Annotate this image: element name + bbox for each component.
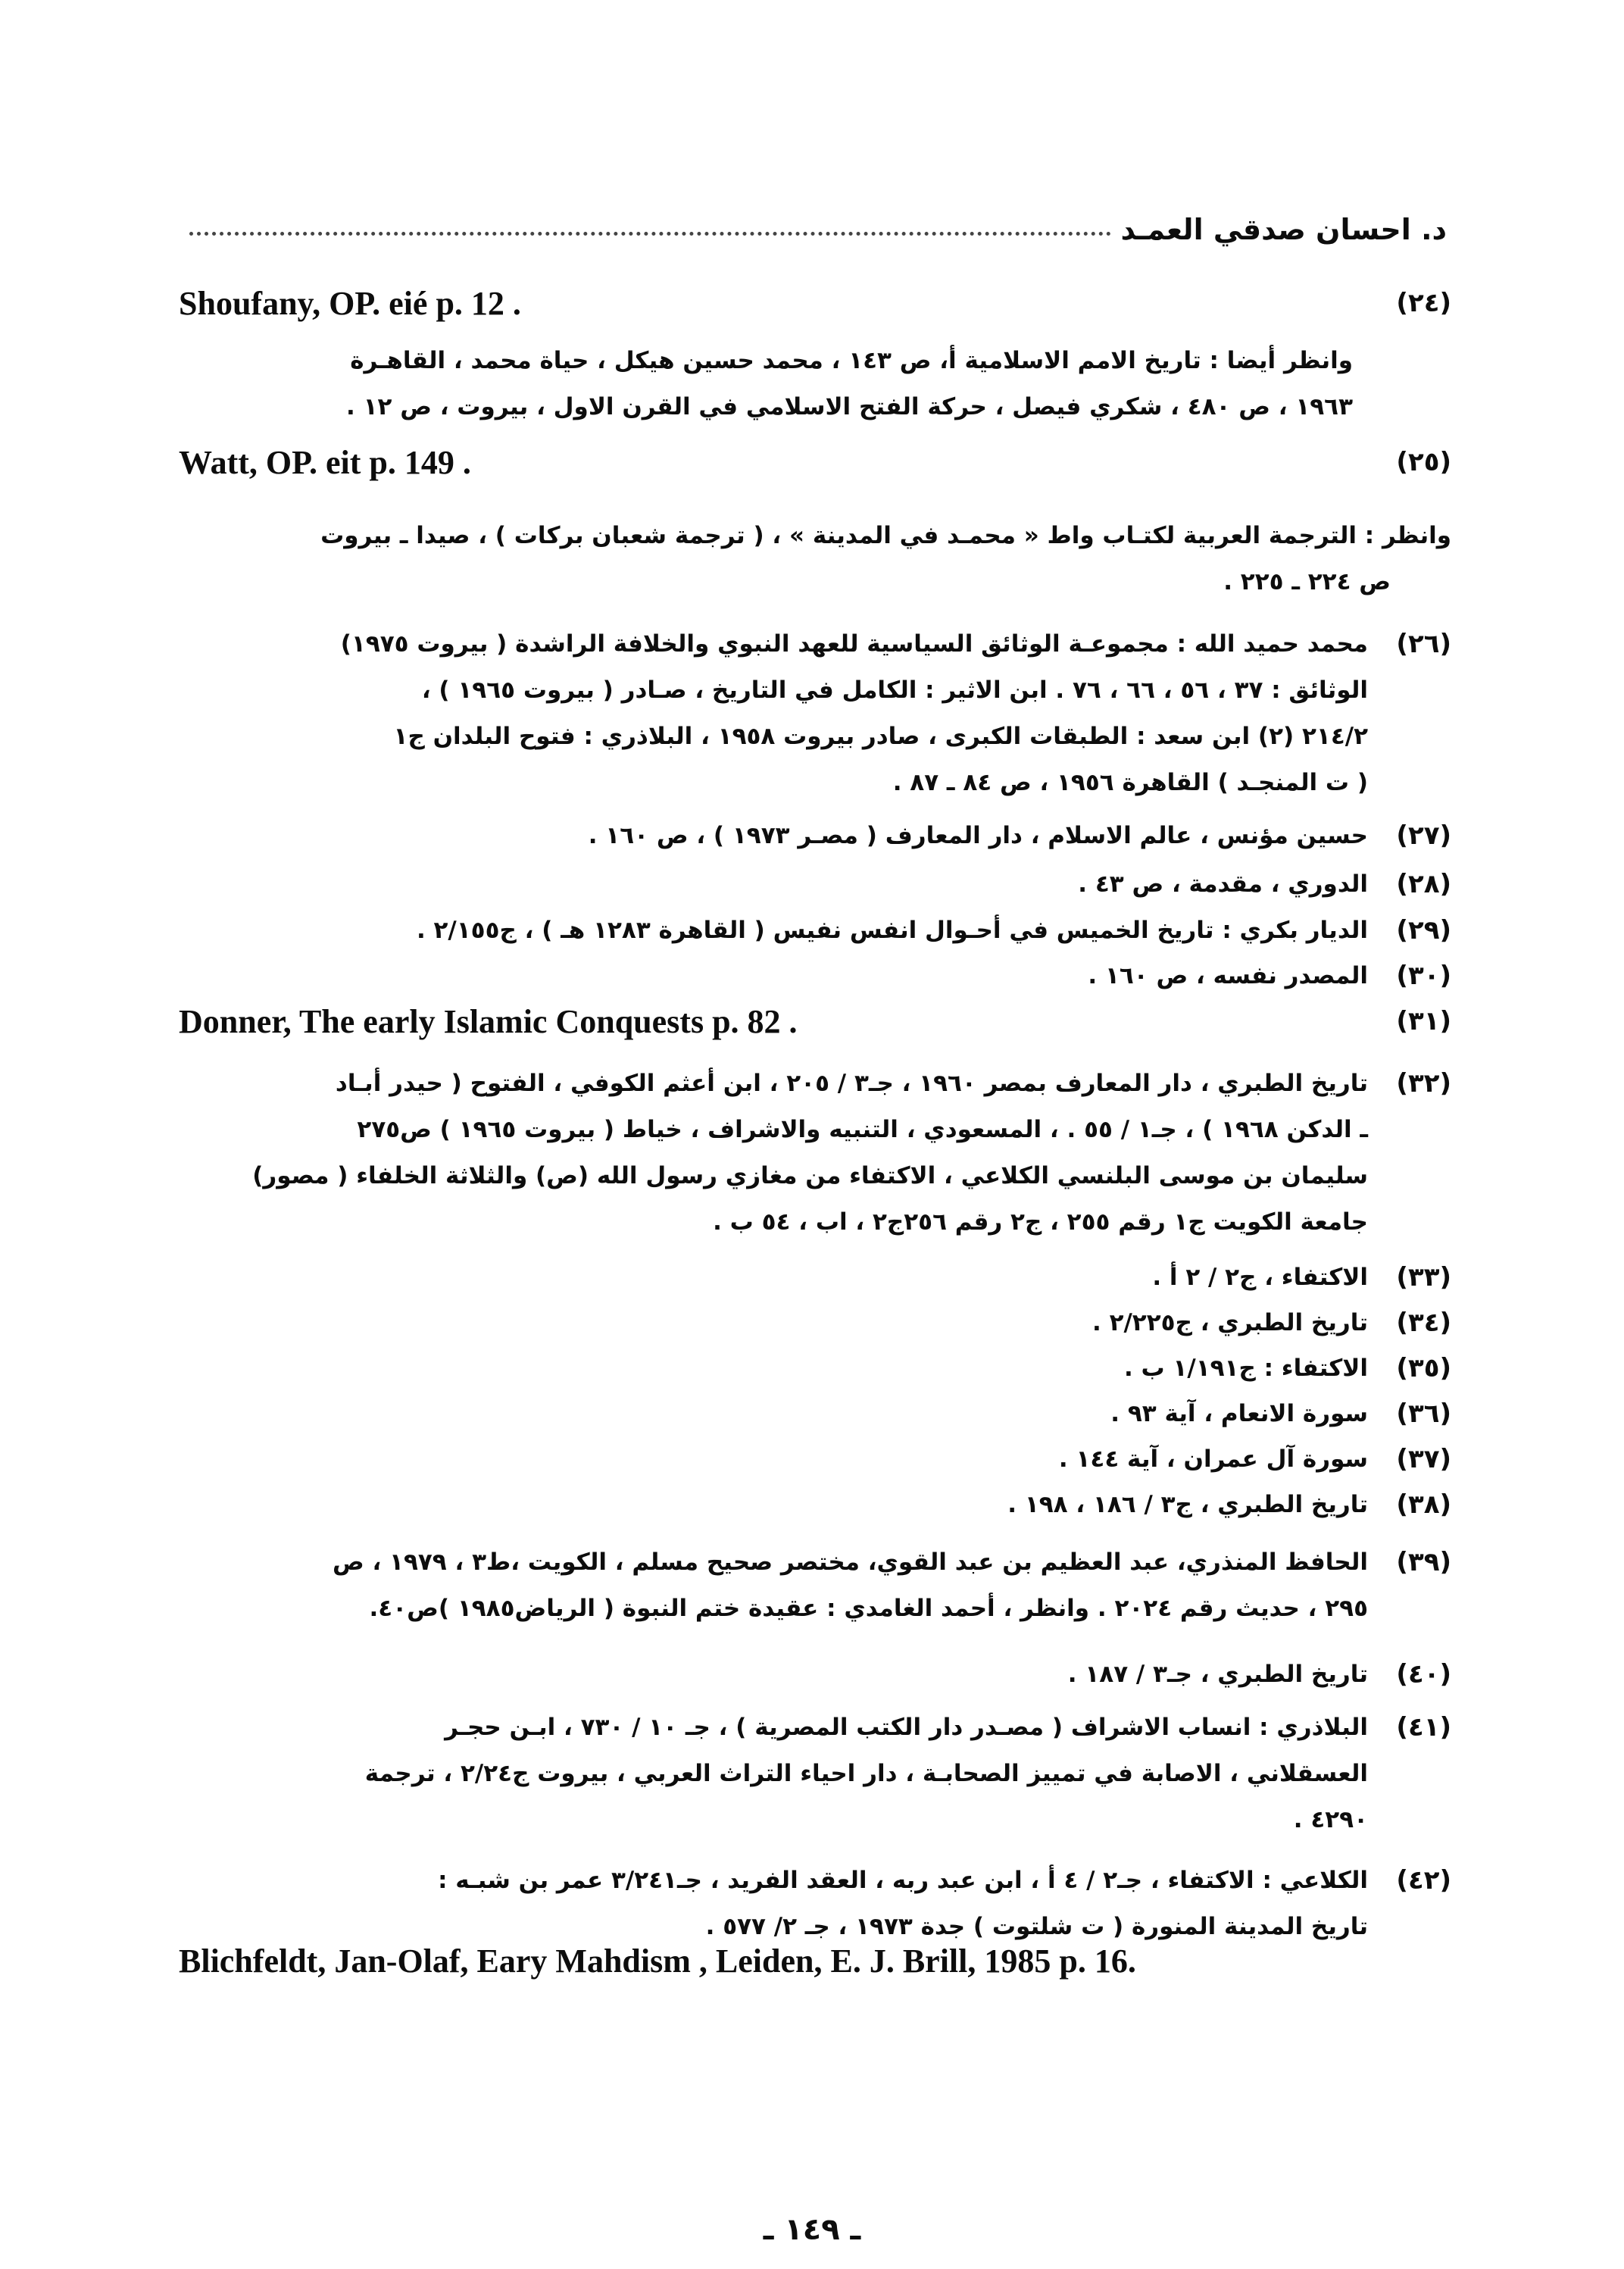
text-line: ـ الدكن ١٩٦٨ ) ، جـ١ / ٥٥ . ، المسعودي ، التنبيه والاشراف ، خياط ( بيروت ١٩٦٥ ) ص٢٧٥ [357, 1116, 1368, 1143]
footnote-body [179, 999, 1368, 1045]
header-author: د. احسان صدقي العمـد [1120, 213, 1447, 246]
text-line: ٤٢٩٠ . [1293, 1806, 1368, 1833]
footnote-35 [179, 1345, 1451, 1392]
footnote-body [179, 621, 1368, 806]
footnote-29 [179, 908, 1451, 954]
text-line: ص ٢٢٤ ـ ٢٢٥ . [1223, 568, 1391, 595]
text-line: تاريخ الطبري ، ج٢/٢٢٥ . [1092, 1309, 1368, 1336]
footnote-31 [179, 999, 1451, 1045]
footnote-body [179, 1705, 1368, 1843]
text-line: الديار بكري : تاريخ الخميس في أحـوال انفس نفيس ( القاهرة ١٢٨٣ هـ ) ، ج٢/١٥٥ . [416, 917, 1368, 944]
header-dotted-leader [189, 232, 1111, 236]
footnote-36 [179, 1391, 1451, 1437]
footnote-39 [179, 1539, 1451, 1632]
text-line: سورة الانعام ، آية ٩٣ . [1110, 1400, 1368, 1427]
text-line: الحافظ المنذري، عبد العظيم بن عبد القوي، مختصر صحيح مسلم ، الكويت ،ط٣ ، ١٩٧٩ ، ص [332, 1549, 1368, 1576]
text-line: وانظر أيضا : تاريخ الامم الاسلامية أ، ص ١٤٣ ، محمد حسين هيكل ، حياة محمد ، القاهـرة [350, 347, 1353, 374]
text-line: تاريخ الطبري ، ج٣ / ١٨٦ ، ١٩٨ . [1007, 1491, 1368, 1518]
text-line: الكلاعي : الاكتفاء ، جـ٢ / ٤ أ ، ابن عبد ربه ، العقد الفريد ، جـ٣/٢٤١ عمر بن شبـه : [438, 1867, 1368, 1894]
text-line: ١٩٦٣ ، ص ٤٨٠ ، شكري فيصل ، حركة الفتح الاسلامي في القرن الاول ، بيروت ، ص ١٢ . [346, 393, 1353, 420]
footnote-28 [179, 861, 1451, 908]
text-line: المصدر نفسه ، ص ١٦٠ . [1088, 962, 1368, 989]
latin-citation: Blichfeldt, Jan-Olaf, Eary Mahdism , Leiden, E. J. Brill, 1985 p. 16. [179, 1942, 1136, 1980]
footnote-40 [179, 1652, 1451, 1698]
latin-citation: Donner, The early Islamic Conquests p. 82 . [179, 1003, 798, 1040]
footnote-number: (٤٠) [1396, 1659, 1451, 1689]
text-line: الوثائق : ٣٧ ، ٥٦ ، ٦٦ ، ٧٦ . ابن الاثير : الكامل في التاريخ ، صـادر ( بيروت ١٩٦٥ ) ، [421, 677, 1368, 704]
footnote-42-continuation [179, 1938, 1466, 1984]
text-line: الدوري ، مقدمة ، ص ٤٣ . [1078, 870, 1368, 898]
footnote-number: (٢٦) [1396, 629, 1451, 659]
footnote-body [179, 439, 1368, 486]
footnote-number: (٢٩) [1396, 915, 1451, 945]
running-header [189, 193, 1447, 246]
text-line: الاكتفاء ، ج٢ / ٢ أ . [1152, 1264, 1368, 1291]
text-line: جامعة الكويت ج١ رقم ٢٥٥ ، ج٢ رقم ٢٥٦ج٢ ، اب ، ٥٤ ب . [713, 1208, 1368, 1236]
text-line: تاريخ الطبري ، جـ٣ / ١٨٧ . [1067, 1661, 1368, 1688]
text-line: سورة آل عمران ، آية ١٤٤ . [1058, 1445, 1368, 1473]
footnote-30 [179, 953, 1451, 999]
text-line: ٢١٤/٢ (٢) ابن سعد : الطبقات الكبرى ، صادر بيروت ١٩٥٨ ، البلاذري : فتوح البلدان ج١ [393, 723, 1368, 750]
text-line: البلاذري : انساب الاشراف ( مصـدر دار الكتب المصرية ) ، جـ ١٠ / ٧٣٠ ، ابـن حجـر [445, 1714, 1368, 1741]
footnote-number: (٣٣) [1396, 1262, 1451, 1292]
text-line: وانظر : الترجمة العربية لكتـاب واط « محمـد في المدينة » ، ( ترجمة شعبان بركات ) ، صيدا ـ بيروت [320, 522, 1451, 549]
footnote-number: (٤٢) [1396, 1865, 1451, 1896]
text-line: ( ت المنجـد ) القاهرة ١٩٥٦ ، ص ٨٤ ـ ٨٧ . [892, 769, 1368, 796]
footnote-37 [179, 1436, 1451, 1483]
text-line: ٢٩٥ ، حديث رقم ٢٠٢٤ . وانظر ، أحمد الغامدي : عقيدة ختم النبوة ( الرياض١٩٨٥ )ص٤٠. [369, 1595, 1368, 1622]
footnote-number: (٣٠) [1396, 961, 1451, 991]
footnote-number: (٣٦) [1396, 1399, 1451, 1429]
footnote-number: (٣٧) [1396, 1444, 1451, 1474]
footnote-number: (٢٧) [1396, 820, 1451, 851]
footnote-41 [179, 1705, 1451, 1843]
page-number: ـ ١٤٩ ـ [763, 2212, 861, 2247]
footnote-24 [179, 280, 1451, 327]
footnote-number: (٣١) [1396, 1006, 1451, 1036]
text-line: سليمان بن موسى البلنسي الكلاعي ، الاكتفاء من مغازي رسول الله (ص) والثلاثة الخلفاء ( مصور) [252, 1162, 1368, 1189]
footnote-26 [179, 621, 1451, 806]
footnote-number: (٣٤) [1396, 1308, 1451, 1338]
latin-citation: Shoufany, OP. eié p. 12 . [179, 285, 521, 322]
footnote-body [179, 1061, 1368, 1245]
text-line: العسقلاني ، الاصابة في تمييز الصحابـة ، دار احياء التراث العربي ، بيروت ج٢/٢٤ ، ترجمة [364, 1760, 1368, 1787]
footnote-33 [179, 1255, 1451, 1301]
text-line: الاكتفاء : ج١/١٩١ ب . [1123, 1355, 1368, 1382]
footnote-body [179, 1858, 1368, 1950]
footnote-number: (٢٨) [1396, 869, 1451, 899]
footnote-42 [179, 1858, 1451, 1950]
text-line: تاريخ الطبري ، دار المعارف بمصر ١٩٦٠ ، جـ٣ / ٢٠٥ ، ابن أعثم الكوفي ، الفتوح ( حيدر أبـاد [335, 1070, 1368, 1097]
text-line: حسين مؤنس ، عالم الاسلام ، دار المعارف ( مصـر ١٩٧٣ ) ، ص ١٦٠ . [588, 822, 1368, 849]
footnote-number: (٢٤) [1396, 288, 1451, 318]
footnote-number: (٤١) [1396, 1712, 1451, 1742]
footnote-27 [179, 813, 1451, 859]
footnote-number: (٣٢) [1396, 1068, 1451, 1099]
footnote-25 [179, 439, 1451, 486]
latin-citation: Watt, OP. eit p. 149 . [179, 444, 471, 481]
text-line: تاريخ المدينة المنورة ( ت شلتوت ) جدة ١٩٧٣ ، جـ ٢/ ٥٧٧ . [705, 1913, 1368, 1940]
footnote-body [179, 280, 1368, 327]
footnote-25-continuation [179, 513, 1451, 605]
text-line: محمد حميد الله : مجموعـة الوثائق السياسية للعهد النبوي والخلافة الراشدة ( بيروت ١٩٧٥) [340, 630, 1368, 658]
footnote-number: (٣٨) [1396, 1489, 1451, 1520]
footnote-24-continuation [179, 338, 1353, 430]
footnote-number: (٣٥) [1396, 1353, 1451, 1383]
footnote-32 [179, 1061, 1451, 1245]
footnote-number: (٢٥) [1396, 447, 1451, 477]
footnote-38 [179, 1482, 1451, 1528]
footnote-34 [179, 1300, 1451, 1346]
footnote-number: (٣٩) [1396, 1547, 1451, 1577]
footnote-body [179, 1539, 1368, 1632]
